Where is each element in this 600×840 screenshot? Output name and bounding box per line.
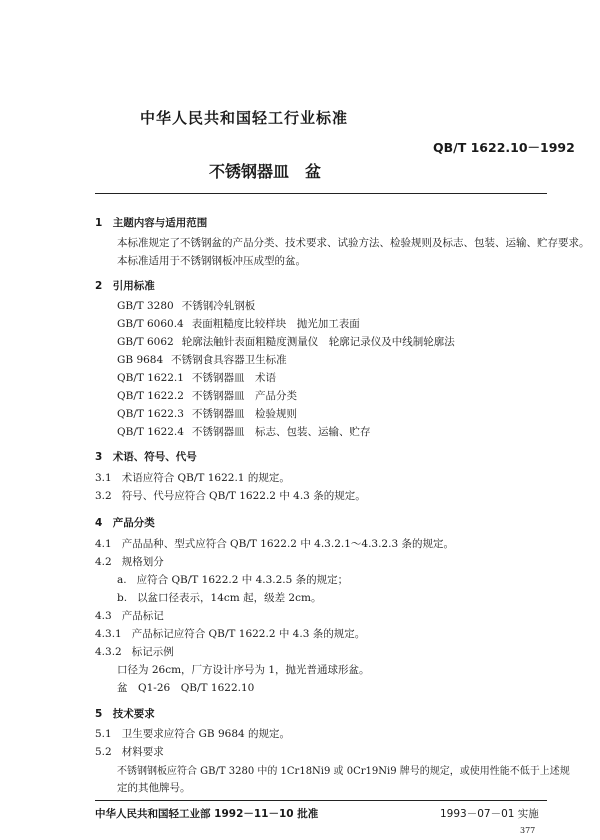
ref-title: 表面粗糙度比较样块 抛光加工表面: [191, 318, 360, 330]
ref-code: QB/T 1622.2: [117, 390, 184, 402]
ref-item: [117, 298, 255, 313]
page-number: 377: [520, 826, 536, 835]
clause-number: 3.1: [95, 472, 112, 484]
clause-number: 5.1: [95, 728, 112, 740]
ref-item: [117, 388, 297, 403]
clause-4-2: [95, 554, 164, 569]
clause-3-1: [95, 470, 290, 485]
ref-code: QB/T 1622.3: [117, 408, 184, 420]
effective-date: 1993－07－01 实施: [440, 808, 539, 820]
clause-4-1: [95, 536, 454, 551]
section-5-heading: 5 技术要求: [95, 708, 155, 720]
header-rule: [95, 193, 547, 194]
ref-title: 不锈钢冷轧钢板: [181, 300, 256, 312]
ref-title: 不锈钢食具容器卫生标准: [171, 354, 287, 366]
clause-4-2-b: [117, 590, 321, 605]
clause-text: 规格划分: [121, 556, 164, 568]
ref-item: [117, 316, 360, 331]
clause-text: 产品标记: [121, 610, 164, 622]
clause-text: 产品品种、型式应符合 QB/T 1622.2 中 4.3.2.1～4.3.2.3 条的规定。: [121, 538, 454, 550]
standard-body-title: 中华人民共和国轻工行业标准: [140, 109, 349, 127]
ref-code: GB/T 3280: [117, 300, 174, 312]
clause-number: 4.3.1: [95, 628, 122, 640]
ref-item: [117, 406, 297, 421]
clause-number: 4.3: [95, 610, 112, 622]
clause-text: 术语应符合 QB/T 1622.1 的规定。: [121, 472, 290, 484]
clause-5-1: [95, 726, 290, 741]
clause-text: 以盆口径表示，14cm 起，级差 2cm。: [137, 592, 322, 604]
clause-text: 材料要求: [121, 746, 164, 758]
approval-line: 中华人民共和国轻工业部 1992－11－10 批准: [95, 808, 319, 820]
section-4-heading: 4 产品分类: [95, 517, 155, 529]
ref-code: GB/T 6062: [117, 336, 174, 348]
clause-text: 产品标记应符合 QB/T 1622.2 中 4.3 条的规定。: [131, 628, 366, 640]
clause-4-3: [95, 608, 164, 623]
ref-title: 不锈钢器皿 检验规则: [191, 408, 297, 420]
ref-item: [117, 352, 287, 367]
ref-code: GB/T 6060.4: [117, 318, 184, 330]
clause-4-2-a: [117, 572, 348, 587]
section-5-paragraph-1: 不锈钢钢板应符合 GB/T 3280 中的 1Cr18Ni9 或 0Cr19Ni9 牌号的规定，或使用性能不低于上述规: [117, 766, 570, 777]
section-2-heading: 2 引用标准: [95, 280, 155, 292]
clause-text: 符号、代号应符合 QB/T 1622.2 中 4.3 条的规定。: [121, 490, 366, 502]
clause-number: 4.3.2: [95, 646, 122, 658]
clause-number: 5.2: [95, 746, 112, 758]
section-3-heading: 3 术语、符号、代号: [95, 451, 197, 463]
clause-number: a.: [117, 574, 127, 586]
ref-item: [117, 334, 455, 349]
marking-example-description: 口径为 26cm，厂方设计序号为 1，抛光普通球形盆。: [117, 664, 370, 676]
clause-number: 4.2: [95, 556, 112, 568]
footer-rule: [95, 800, 547, 801]
marking-example-code: 盆 Q1-26 QB/T 1622.10: [117, 682, 255, 694]
standard-code: QB/T 1622.10－1992: [433, 140, 575, 155]
ref-code: QB/T 1622.4: [117, 426, 184, 438]
clause-number: 3.2: [95, 490, 112, 502]
ref-code: QB/T 1622.1: [117, 372, 184, 384]
section-1-paragraph-1: 本标准规定了不锈钢盆的产品分类、技术要求、试验方法、检验规则及标志、包装、运输、贮存要求。: [117, 237, 590, 249]
clause-text: 应符合 QB/T 1622.2 中 4.3.2.5 条的规定；: [136, 574, 349, 586]
section-1-heading: 1 主题内容与适用范围: [95, 217, 208, 229]
clause-5-2: [95, 744, 164, 759]
ref-title: 轮廓法触针表面粗糙度测量仪 轮廓记录仪及中线制轮廓法: [181, 336, 455, 348]
clause-4-3-2: [95, 644, 174, 659]
document-title: 不锈钢器皿 盆: [209, 162, 322, 181]
ref-code: GB 9684: [117, 354, 164, 366]
clause-number: 4.1: [95, 538, 112, 550]
ref-title: 不锈钢器皿 标志、包装、运输、贮存: [191, 426, 371, 438]
clause-number: b.: [117, 592, 128, 604]
ref-item: [117, 370, 276, 385]
section-1-paragraph-2: 本标准适用于不锈钢钢板冲压成型的盆。: [117, 255, 306, 267]
ref-title: 不锈钢器皿 产品分类: [191, 390, 297, 402]
clause-text: 卫生要求应符合 GB 9684 的规定。: [121, 728, 291, 740]
clause-3-2: [95, 488, 366, 503]
clause-text: 标记示例: [131, 646, 174, 658]
section-5-paragraph-2: 定的其他牌号。: [117, 782, 191, 794]
ref-item: [117, 424, 370, 439]
ref-title: 不锈钢器皿 术语: [191, 372, 276, 384]
clause-4-3-1: [95, 626, 365, 641]
